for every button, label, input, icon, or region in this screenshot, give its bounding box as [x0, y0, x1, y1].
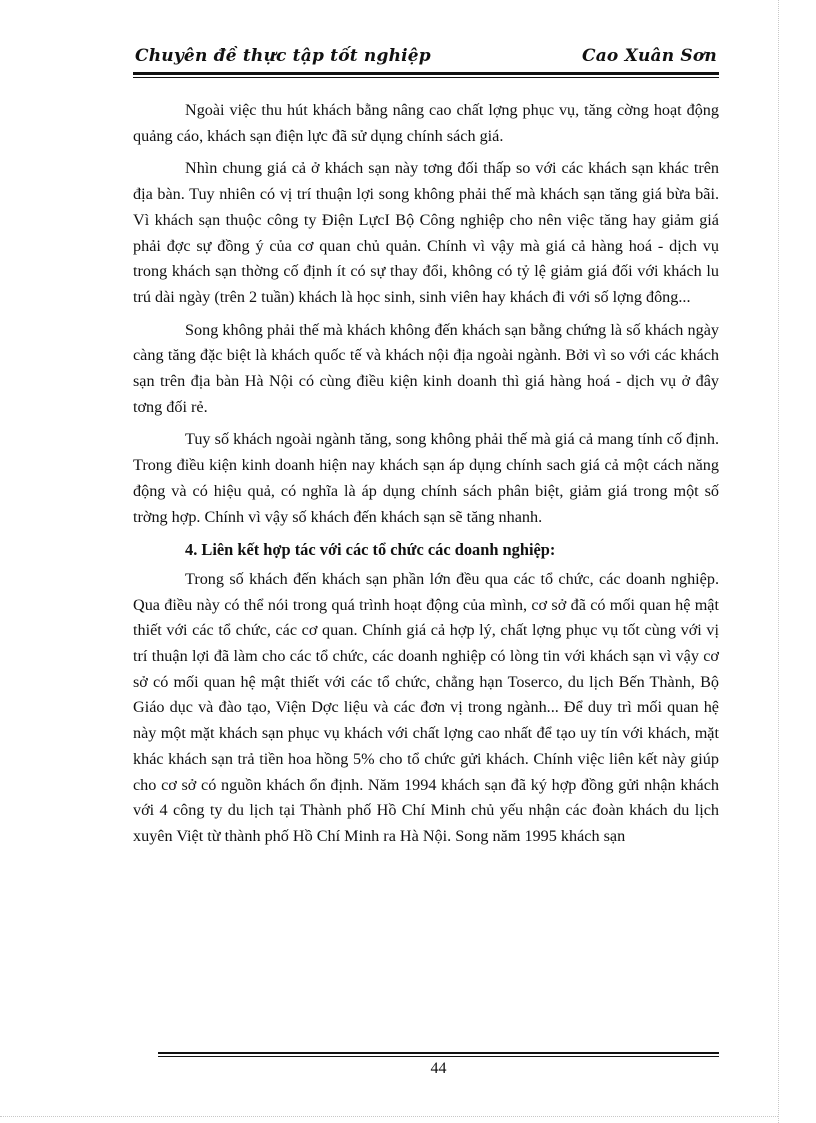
document-body	[133, 98, 719, 857]
header-document-title: Chuyên đề thực tập tốt nghiệp	[135, 46, 431, 66]
paragraph: Nhìn chung giá cả ở khách sạn này tơng đối thấp so với các khách sạn khác trên địa bàn. Tuy nhiên có vị trí thuận lợi song không phải thế mà khách sạn tăng giá bừa bãi. Vì khách sạn thuộc công ty Điện LựcI Bộ Công nghiệp cho nên việc tăng hay giảm giá phải đợc sự đồng ý của cơ quan chủ quản. Chính vì vậy mà giá cả hàng hoá - dịch vụ trong khách sạn thờng cố định ít có sự thay đổi, không có tỷ lệ giảm giá đối với khách lu trú dài ngày (trên 2 tuần) khách là học sinh, sinh viên hay khách đi với số lợng đông...	[133, 159, 719, 306]
paragraph: Tuy số khách ngoài ngành tăng, song không phải thế mà giá cả mang tính cố định. Trong điều kiện kinh doanh hiện nay khách sạn áp dụng chính sach giá cả một cách năng động và có hiệu quả, có nghĩa là áp dụng chính sách phân biệt, giảm giá trong một số trờng hợp. Chính vì vậy số khách đến khách sạn sẽ tăng nhanh.	[133, 430, 719, 526]
header-rule-thick	[133, 72, 719, 75]
header-rule-thin	[133, 77, 719, 78]
paragraph: Trong số khách đến khách sạn phần lớn đều qua các tổ chức, các doanh nghiệp. Qua điều này có thể nói trong quá trình hoạt động của mình, cơ sở đã có mối quan hệ mật thiết với các tổ chức, các cơ quan. Chính giá cả hợp lý, chất lợng phục vụ tốt cùng với vị trí thuận lợi đã làm cho các tổ chức, các doanh nghiệp có lòng tin với khách sạn vì vậy cơ sở có mối quan hệ mật thiết với các tổ chức, chẳng hạn Toserco, du lịch Bến Thành, Bộ Giáo dục và đào tạo, Viện Dợc liệu và các đơn vị trong ngành... Để duy trì mối quan hệ này một mặt khách sạn phục vụ khách với chất lợng cao nhất để tạo uy tín với khách, mặt khác khách sạn trả tiền hoa hồng 5% cho tổ chức gửi khách. Chính việc liên kết này giúp cho cơ sở có nguồn khách ổn định. Năm 1994 khách sạn đã ký hợp đồng gửi nhận khách với 4 công ty du lịch tại Thành phố Hồ Chí Minh chủ yếu nhận các đoàn khách du lịch xuyên Việt từ thành phố Hồ Chí Minh ra Hà Nội. Song năm 1995 khách sạn	[133, 569, 719, 845]
header-author: Cao Xuân Sơn	[581, 46, 717, 66]
page-number: 44	[430, 1060, 447, 1077]
paragraph: Ngoài việc thu hút khách bằng nâng cao chất lợng phục vụ, tăng cờng hoạt động quảng cáo, khách sạn điện lực đã sử dụng chính sách giá.	[133, 101, 719, 145]
footer-rule-thick	[158, 1052, 719, 1054]
page-edge-right	[778, 0, 779, 1123]
page-edge-bottom	[0, 1116, 778, 1117]
page-header	[133, 44, 719, 70]
footer-rule-thin	[158, 1056, 719, 1057]
section-heading: 4. Liên kết hợp tác với các tổ chức các doanh nghiệp:	[185, 540, 556, 560]
paragraph: Song không phải thế mà khách không đến khách sạn bằng chứng là số khách ngày càng tăng đặc biệt là khách quốc tế và khách nội địa ngoài ngành. Bởi vì so với các khách sạn trên địa bàn Hà Nội có cùng điều kiện kinh doanh thì giá hàng hoá - dịch vụ ở đây tơng đối rẻ.	[133, 320, 719, 416]
